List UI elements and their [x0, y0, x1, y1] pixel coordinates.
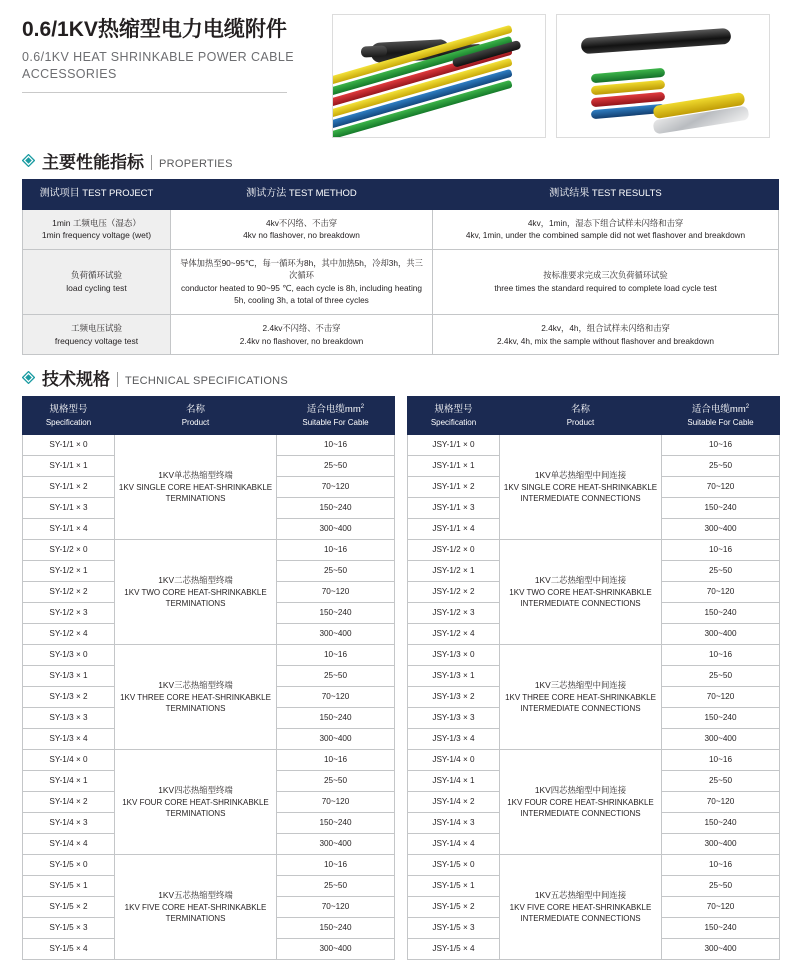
cell-specification: SY-1/3 × 4 [23, 728, 115, 749]
spec-tables-wrapper [22, 396, 778, 960]
table-row [23, 749, 395, 770]
cell-specification: JSY-1/4 × 4 [408, 833, 500, 854]
diamond-icon [22, 154, 35, 167]
cell-suitable-cable: 25~50 [662, 770, 780, 791]
cell-suitable-cable: 70~120 [277, 581, 395, 602]
cell-specification: JSY-1/1 × 4 [408, 518, 500, 539]
cell-specification: JSY-1/4 × 2 [408, 791, 500, 812]
cell-specification: SY-1/4 × 1 [23, 770, 115, 791]
spec-header-2 [277, 397, 395, 435]
properties-heading-cn: 主要性能指标 [42, 153, 144, 172]
cell-specification: JSY-1/2 × 0 [408, 539, 500, 560]
cell-product-name [115, 644, 277, 749]
cell-specification: SY-1/5 × 2 [23, 896, 115, 917]
product-name-en: 1KV TWO CORE HEAT-SHRINKABKLE INTERMEDIATE CONNECTIONS [509, 587, 652, 609]
cell-suitable-cable: 150~240 [662, 917, 780, 938]
properties-section-heading [22, 154, 800, 171]
cell-suitable-cable: 70~120 [662, 686, 780, 707]
cell-specification: JSY-1/2 × 2 [408, 581, 500, 602]
header-en: TEST RESULTS [591, 188, 662, 199]
table-row [23, 539, 395, 560]
cell-suitable-cable: 150~240 [277, 707, 395, 728]
cell-specification: JSY-1/3 × 1 [408, 665, 500, 686]
specs-heading-en: TECHNICAL SPECIFICATIONS [125, 375, 289, 388]
cell-suitable-cable: 10~16 [277, 854, 395, 875]
page-title: 0.6/1KV热缩型电力电缆附件 [22, 18, 287, 41]
cell-result: 按标准要求完成三次负荷循环试验 three times the standard required to complete load cycle test [433, 250, 779, 315]
cell-specification: SY-1/2 × 2 [23, 581, 115, 602]
header-cn: 测试方法 [246, 188, 287, 199]
table-row [23, 314, 779, 355]
cell-suitable-cable: 70~120 [277, 686, 395, 707]
cell-specification: SY-1/2 × 1 [23, 560, 115, 581]
title-divider [22, 92, 287, 93]
table-row [408, 434, 780, 455]
cell-specification: JSY-1/3 × 0 [408, 644, 500, 665]
product-name-cn: 1KV单芯热缩型终端 [158, 469, 233, 480]
cell-product-name [115, 854, 277, 959]
cell-specification: JSY-1/5 × 2 [408, 896, 500, 917]
header-en: Suitable For Cable [687, 417, 754, 427]
specs-heading-cn: 技术规格 [42, 370, 110, 390]
cell-method: 2.4kv不闪络、不击穿 2.4kv no flashover, no breakdown [171, 314, 433, 355]
product-name-cn: 1KV二芯热缩型终端 [158, 574, 233, 585]
specs-section-heading [22, 371, 800, 388]
cell-suitable-cable: 10~16 [662, 539, 780, 560]
properties-table [22, 179, 779, 355]
cell-specification: SY-1/1 × 3 [23, 497, 115, 518]
cell-suitable-cable: 70~120 [277, 791, 395, 812]
table-header-row [23, 180, 779, 210]
cell-suitable-cable: 10~16 [662, 644, 780, 665]
spec-header-1 [115, 397, 277, 435]
cell-suitable-cable: 25~50 [662, 875, 780, 896]
cell-suitable-cable: 10~16 [277, 749, 395, 770]
cell-product-name [500, 644, 662, 749]
cell-suitable-cable: 25~50 [662, 560, 780, 581]
cell-specification: JSY-1/3 × 2 [408, 686, 500, 707]
cell-specification: SY-1/1 × 1 [23, 455, 115, 476]
header-test-method [171, 180, 433, 210]
cell-method: 导体加热至90~95℃，每一循环为8h，其中加热5h，冷却3h，共三次循环 conductor heated to 90~95 ℃, each cycle is 8h, including heating 5h, cooling 3h, a total of three cycles [171, 250, 433, 315]
cell-suitable-cable: 150~240 [662, 497, 780, 518]
table-row [408, 749, 780, 770]
spec-header-0 [408, 397, 500, 435]
cell-result: 4kv，1min，湿态下组合试样未闪络和击穿 4kv, 1min, under the combined sample did not wet flashover and breakdown [433, 209, 779, 250]
product-name-en: 1KV SINGLE CORE HEAT-SHRINKABKLE INTERMEDIATE CONNECTIONS [503, 482, 658, 504]
cell-suitable-cable: 10~16 [662, 749, 780, 770]
black-tube-large-shape [581, 28, 732, 54]
cell-product-name [115, 539, 277, 644]
product-name-en: 1KV FOUR CORE HEAT-SHRINKABKLE TERMINATIONS [122, 797, 269, 819]
cell-project: 工频电压试验 frequency voltage test [23, 314, 171, 355]
cell-specification: JSY-1/1 × 0 [408, 434, 500, 455]
heading-divider [151, 155, 152, 170]
cell-product-name [115, 749, 277, 854]
product-name-cn: 1KV三芯热缩型终端 [158, 679, 233, 690]
cell-suitable-cable: 300~400 [662, 728, 780, 749]
table-row [23, 434, 395, 455]
product-name-cn: 1KV四芯热缩型中间连接 [534, 784, 627, 795]
table-row [23, 209, 779, 250]
header-cn: 适合电缆$mm^2$ [691, 404, 750, 416]
table-row [408, 539, 780, 560]
cell-project: 1min 工频电压（湿态） 1min frequency voltage (wet) [23, 209, 171, 250]
cell-specification: SY-1/3 × 2 [23, 686, 115, 707]
cell-suitable-cable: 150~240 [662, 602, 780, 623]
cell-suitable-cable: 70~120 [662, 581, 780, 602]
product-name-cn: 1KV四芯热缩型终端 [158, 784, 233, 795]
cell-suitable-cable: 300~400 [662, 518, 780, 539]
cell-suitable-cable: 300~400 [277, 938, 395, 959]
product-name-en: 1KV THREE CORE HEAT-SHRINKABKLE INTERMEDIATE CONNECTIONS [505, 692, 656, 714]
cell-product-name [500, 854, 662, 959]
cell-suitable-cable: 300~400 [277, 833, 395, 854]
cell-specification: SY-1/1 × 2 [23, 476, 115, 497]
table-row [408, 854, 780, 875]
table-header-row [408, 397, 780, 435]
header-en: Product [181, 417, 210, 427]
cell-suitable-cable: 25~50 [277, 770, 395, 791]
cell-suitable-cable: 25~50 [277, 455, 395, 476]
properties-heading-en: PROPERTIES [159, 158, 233, 170]
cell-specification: SY-1/1 × 4 [23, 518, 115, 539]
page-header [0, 0, 800, 138]
cell-suitable-cable: 300~400 [277, 728, 395, 749]
cell-specification: JSY-1/1 × 3 [408, 497, 500, 518]
header-cn: 测试项目 [39, 188, 80, 199]
cell-suitable-cable: 300~400 [662, 833, 780, 854]
cell-product-name [500, 539, 662, 644]
cell-suitable-cable: 70~120 [662, 791, 780, 812]
product-name-cn: 1KV五芯热缩型中间连接 [534, 889, 627, 900]
product-name-en: 1KV THREE CORE HEAT-SHRINKABKLE TERMINATIONS [120, 692, 271, 714]
product-name-cn: 1KV二芯热缩型中间连接 [534, 574, 627, 585]
cell-suitable-cable: 10~16 [662, 854, 780, 875]
cell-specification: JSY-1/4 × 1 [408, 770, 500, 791]
product-name-en: 1KV SINGLE CORE HEAT-SHRINKABKLE TERMINATIONS [118, 482, 273, 504]
header-en: TEST PROJECT [82, 188, 154, 199]
product-photo-rods [332, 14, 546, 138]
cell-specification: JSY-1/2 × 3 [408, 602, 500, 623]
black-tube-head-shape [361, 45, 388, 57]
product-name-cn: 1KV五芯热缩型终端 [158, 889, 233, 900]
product-name-en: 1KV TWO CORE HEAT-SHRINKABKLE TERMINATIONS [124, 587, 267, 609]
cell-suitable-cable: 70~120 [277, 476, 395, 497]
cell-specification: SY-1/5 × 1 [23, 875, 115, 896]
cell-specification: SY-1/2 × 3 [23, 602, 115, 623]
product-photos [332, 14, 770, 138]
header-cn: 名称 [570, 404, 590, 416]
page-subtitle: 0.6/1KV HEAT SHRINKABLE POWER CABLE ACCESSORIES [22, 50, 294, 82]
title-block [22, 14, 322, 138]
cell-suitable-cable: 25~50 [277, 875, 395, 896]
spec-header-2 [662, 397, 780, 435]
product-name-cn: 1KV三芯热缩型中间连接 [534, 679, 627, 690]
cell-specification: SY-1/5 × 4 [23, 938, 115, 959]
cell-suitable-cable: 150~240 [662, 812, 780, 833]
cell-suitable-cable: 25~50 [662, 455, 780, 476]
header-cn: 适合电缆$mm^2$ [306, 404, 365, 416]
table-row [23, 250, 779, 315]
spec-table-terminations [22, 396, 395, 960]
cell-suitable-cable: 70~120 [277, 896, 395, 917]
cell-suitable-cable: 70~120 [662, 896, 780, 917]
header-test-project [23, 180, 171, 210]
header-en: Suitable For Cable [302, 417, 369, 427]
cell-suitable-cable: 10~16 [662, 434, 780, 455]
cell-suitable-cable: 300~400 [662, 938, 780, 959]
cell-specification: SY-1/1 × 0 [23, 434, 115, 455]
header-en: Specification [45, 417, 92, 427]
table-row [408, 644, 780, 665]
cell-suitable-cable: 150~240 [277, 917, 395, 938]
cell-specification: JSY-1/1 × 1 [408, 455, 500, 476]
table-row [23, 644, 395, 665]
cell-specification: SY-1/4 × 4 [23, 833, 115, 854]
cell-suitable-cable: 70~120 [662, 476, 780, 497]
spec-table-connections [407, 396, 780, 960]
header-en: Product [566, 417, 595, 427]
colored-rods-image [333, 15, 545, 137]
heading-divider [117, 372, 118, 387]
cell-specification: JSY-1/2 × 4 [408, 623, 500, 644]
cell-product-name [500, 749, 662, 854]
cell-product-name [500, 434, 662, 539]
cell-suitable-cable: 25~50 [277, 560, 395, 581]
cell-specification: SY-1/2 × 0 [23, 539, 115, 560]
cell-specification: SY-1/5 × 3 [23, 917, 115, 938]
cell-suitable-cable: 150~240 [662, 707, 780, 728]
cell-suitable-cable: 10~16 [277, 539, 395, 560]
cell-specification: JSY-1/5 × 3 [408, 917, 500, 938]
header-cn: 规格型号 [49, 404, 88, 416]
cell-suitable-cable: 10~16 [277, 644, 395, 665]
cell-suitable-cable: 300~400 [277, 623, 395, 644]
cell-specification: JSY-1/3 × 4 [408, 728, 500, 749]
cell-specification: JSY-1/2 × 1 [408, 560, 500, 581]
cell-suitable-cable: 300~400 [662, 623, 780, 644]
cell-result: 2.4kv，4h，组合试样未闪络和击穿 2.4kv, 4h, mix the sample without flashover and breakdown [433, 314, 779, 355]
cell-specification: SY-1/3 × 1 [23, 665, 115, 686]
cell-method: 4kv不闪络、不击穿 4kv no flashover, no breakdown [171, 209, 433, 250]
tubes-image [557, 15, 769, 137]
product-name-en: 1KV FOUR CORE HEAT-SHRINKABKLE INTERMEDIATE CONNECTIONS [507, 797, 654, 819]
cell-specification: JSY-1/4 × 0 [408, 749, 500, 770]
cell-specification: SY-1/4 × 2 [23, 791, 115, 812]
cell-specification: SY-1/4 × 0 [23, 749, 115, 770]
product-name-en: 1KV FIVE CORE HEAT-SHRINKABKLE INTERMEDIATE CONNECTIONS [509, 902, 652, 924]
cell-specification: SY-1/3 × 0 [23, 644, 115, 665]
header-cn: 规格型号 [434, 404, 473, 416]
cell-specification: JSY-1/5 × 1 [408, 875, 500, 896]
header-en: TEST METHOD [288, 188, 357, 199]
cell-specification: JSY-1/5 × 0 [408, 854, 500, 875]
cell-suitable-cable: 25~50 [662, 665, 780, 686]
cell-specification: JSY-1/1 × 2 [408, 476, 500, 497]
product-name-en: 1KV FIVE CORE HEAT-SHRINKABKLE TERMINATIONS [124, 902, 267, 924]
cell-suitable-cable: 150~240 [277, 602, 395, 623]
cell-suitable-cable: 25~50 [277, 665, 395, 686]
header-test-results [433, 180, 779, 210]
cell-specification: SY-1/2 × 4 [23, 623, 115, 644]
cell-specification: JSY-1/4 × 3 [408, 812, 500, 833]
spec-header-0 [23, 397, 115, 435]
cell-suitable-cable: 10~16 [277, 434, 395, 455]
spec-header-1 [500, 397, 662, 435]
table-header-row [23, 397, 395, 435]
header-cn: 测试结果 [549, 188, 590, 199]
table-row [23, 854, 395, 875]
diamond-icon [22, 371, 35, 384]
cell-specification: SY-1/4 × 3 [23, 812, 115, 833]
product-name-cn: 1KV单芯热缩型中间连接 [534, 469, 627, 480]
product-photo-tubes [556, 14, 770, 138]
cell-suitable-cable: 150~240 [277, 497, 395, 518]
cell-specification: SY-1/3 × 3 [23, 707, 115, 728]
header-en: Specification [430, 417, 477, 427]
cell-specification: JSY-1/5 × 4 [408, 938, 500, 959]
cell-product-name [115, 434, 277, 539]
cell-suitable-cable: 300~400 [277, 518, 395, 539]
header-cn: 名称 [185, 404, 205, 416]
cell-specification: SY-1/5 × 0 [23, 854, 115, 875]
cell-suitable-cable: 150~240 [277, 812, 395, 833]
cell-specification: JSY-1/3 × 3 [408, 707, 500, 728]
cell-project: 负荷循环试验 load cycling test [23, 250, 171, 315]
